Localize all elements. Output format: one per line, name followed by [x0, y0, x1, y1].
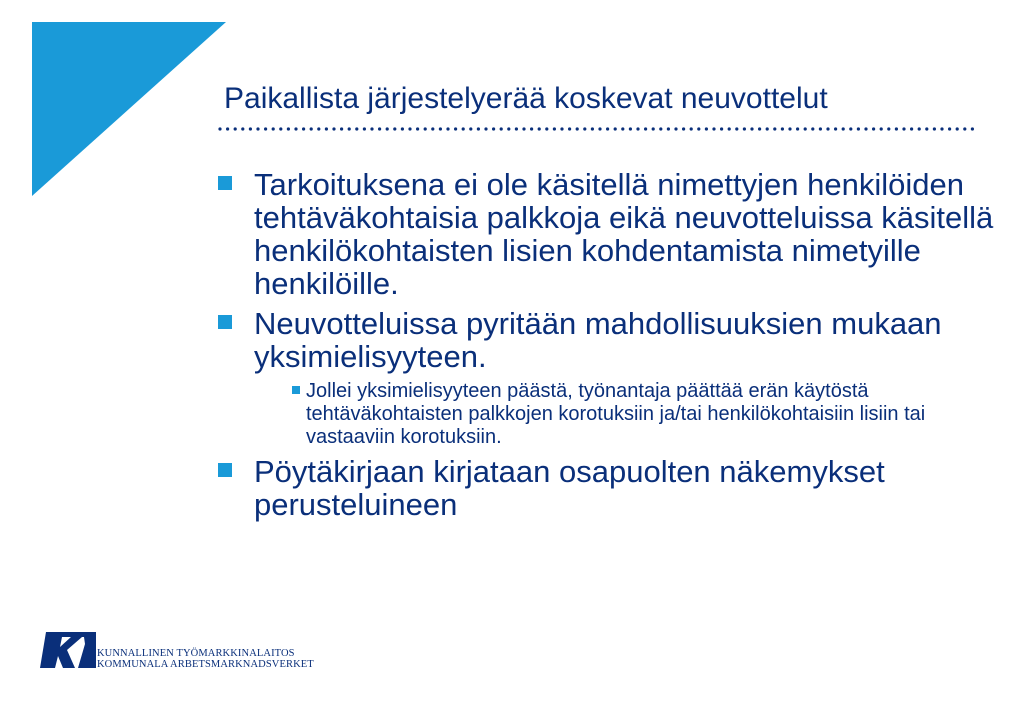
- slide-title: Paikallista järjestelyerää koskevat neuvottelut: [224, 82, 828, 115]
- title-divider: [218, 124, 978, 134]
- organization-name-fi: KUNNALLINEN TYÖMARKKINALAITOS: [97, 648, 295, 659]
- sub-bullet-text: Jollei yksimielisyyteen päästä, työnantaja päättää erän käytöstä tehtäväkohtaisten palkkojen korotuksiin ja/tai henkilökohtaisiin lisiin tai vastaaviin korotuksiin.: [306, 380, 926, 448]
- bullet-square-icon: [218, 176, 232, 190]
- sub-bullet-item: [292, 380, 1002, 449]
- bullet-text: Pöytäkirjaan kirjataan osapuolten näkemykset perusteluineen: [254, 454, 885, 522]
- corner-decoration: [0, 0, 230, 200]
- bullet-item: [212, 168, 1002, 300]
- bullet-item: [212, 307, 1002, 373]
- organization-name: [97, 648, 314, 670]
- organization-name-sv: KOMMUNALA ARBETSMARKNADSVERKET: [97, 659, 314, 670]
- organization-logo-icon: [40, 632, 96, 668]
- bullet-text: Neuvotteluissa pyritään mahdollisuuksien mukaan yksimielisyyteen.: [254, 306, 942, 374]
- sub-bullet-square-icon: [292, 386, 300, 394]
- bullet-list: [212, 168, 1002, 528]
- bullet-item: [212, 455, 1002, 521]
- bullet-square-icon: [218, 463, 232, 477]
- bullet-square-icon: [218, 315, 232, 329]
- bullet-text: Tarkoituksena ei ole käsitellä nimettyjen henkilöiden tehtäväkohtaisia palkkoja eikä neuvotteluissa käsitellä henkilökohtaisten lisien kohdentamista nimetyille henkilöille.: [254, 167, 994, 301]
